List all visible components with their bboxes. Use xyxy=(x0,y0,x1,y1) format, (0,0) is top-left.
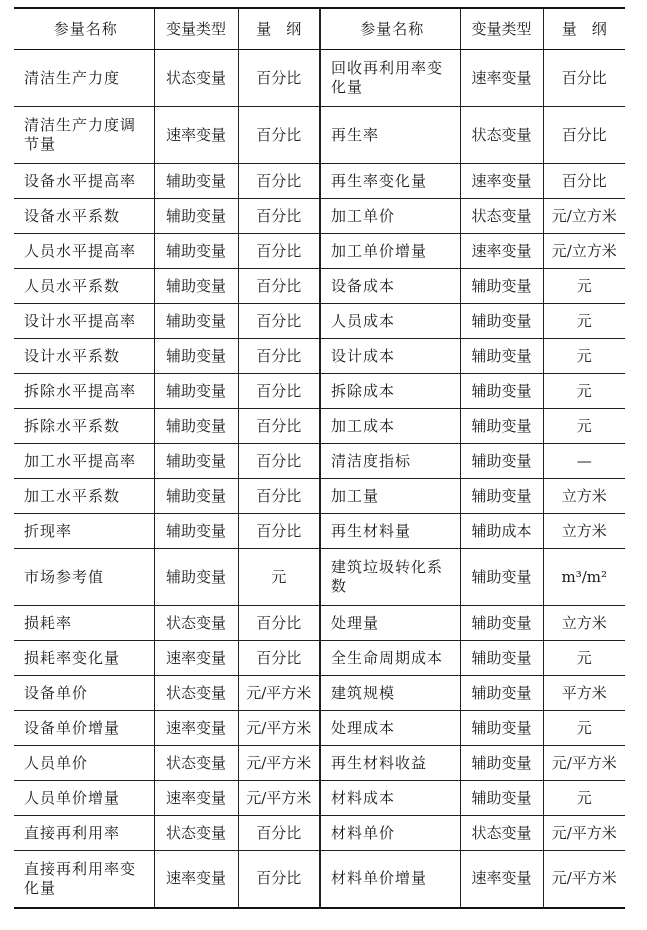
cell-unit-left: 百分比 xyxy=(238,269,320,304)
cell-var-type-right: 速率变量 xyxy=(460,234,543,269)
table-body xyxy=(14,50,625,908)
cell-var-type-right: 辅助变量 xyxy=(460,374,543,409)
cell-var-type-left: 辅助变量 xyxy=(154,479,238,514)
cell-var-type-right: 辅助变量 xyxy=(460,339,543,374)
table-row xyxy=(14,479,625,514)
cell-param-name-left: 直接再利用率 xyxy=(14,816,154,851)
table-row xyxy=(14,304,625,339)
cell-var-type-left: 辅助变量 xyxy=(154,234,238,269)
table-row xyxy=(14,711,625,746)
cell-unit-left: 百分比 xyxy=(238,514,320,549)
cell-unit-right: 元 xyxy=(543,711,625,746)
table-row xyxy=(14,781,625,816)
table-row xyxy=(14,549,625,606)
table-row xyxy=(14,50,625,107)
table-row xyxy=(14,339,625,374)
cell-unit-left: 百分比 xyxy=(238,851,320,908)
cell-var-type-left: 辅助变量 xyxy=(154,549,238,606)
cell-param-name-left: 设备单价 xyxy=(14,676,154,711)
table-row xyxy=(14,374,625,409)
cell-unit-right: 立方米 xyxy=(543,514,625,549)
cell-unit-right: 元/立方米 xyxy=(543,234,625,269)
cell-var-type-left: 辅助变量 xyxy=(154,409,238,444)
cell-var-type-left: 速率变量 xyxy=(154,781,238,816)
header-row xyxy=(14,8,625,50)
cell-var-type-left: 辅助变量 xyxy=(154,199,238,234)
cell-var-type-right: 辅助成本 xyxy=(460,514,543,549)
table-row xyxy=(14,816,625,851)
cell-param-name-right: 再生材料收益 xyxy=(320,746,460,781)
cell-param-name-right: 清洁度指标 xyxy=(320,444,460,479)
cell-unit-right: 元 xyxy=(543,781,625,816)
cell-unit-right: 平方米 xyxy=(543,676,625,711)
cell-var-type-left: 状态变量 xyxy=(154,50,238,107)
cell-param-name-right: 加工成本 xyxy=(320,409,460,444)
cell-unit-left: 百分比 xyxy=(238,339,320,374)
cell-param-name-left: 损耗率变化量 xyxy=(14,641,154,676)
cell-unit-left: 百分比 xyxy=(238,234,320,269)
cell-unit-left: 元/平方米 xyxy=(238,711,320,746)
cell-param-name-right: 再生率变化量 xyxy=(320,164,460,199)
cell-unit-left: 元/平方米 xyxy=(238,746,320,781)
table-header xyxy=(14,8,625,50)
cell-unit-right: 立方米 xyxy=(543,606,625,641)
cell-unit-right: 元 xyxy=(543,409,625,444)
cell-var-type-right: 状态变量 xyxy=(460,107,543,164)
cell-param-name-right: 回收再利用率变化量 xyxy=(320,50,460,107)
cell-var-type-left: 速率变量 xyxy=(154,851,238,908)
header-param-name-left: 参量名称 xyxy=(14,8,154,50)
cell-unit-left: 百分比 xyxy=(238,641,320,676)
cell-var-type-left: 辅助变量 xyxy=(154,164,238,199)
cell-param-name-right: 拆除成本 xyxy=(320,374,460,409)
cell-var-type-left: 速率变量 xyxy=(154,641,238,676)
cell-var-type-right: 辅助变量 xyxy=(460,676,543,711)
cell-unit-left: 百分比 xyxy=(238,479,320,514)
cell-unit-right: 元 xyxy=(543,339,625,374)
cell-var-type-left: 状态变量 xyxy=(154,676,238,711)
cell-param-name-right: 加工单价增量 xyxy=(320,234,460,269)
cell-param-name-left: 拆除水平系数 xyxy=(14,409,154,444)
cell-var-type-left: 辅助变量 xyxy=(154,514,238,549)
table-row xyxy=(14,409,625,444)
cell-unit-left: 百分比 xyxy=(238,50,320,107)
cell-param-name-left: 损耗率 xyxy=(14,606,154,641)
cell-unit-right: 元 xyxy=(543,304,625,339)
cell-var-type-right: 辅助变量 xyxy=(460,304,543,339)
cell-param-name-left: 人员水平系数 xyxy=(14,269,154,304)
table-row xyxy=(14,107,625,164)
cell-param-name-left: 人员单价 xyxy=(14,746,154,781)
cell-var-type-right: 辅助变量 xyxy=(460,746,543,781)
table-row xyxy=(14,641,625,676)
table-row xyxy=(14,164,625,199)
cell-unit-left: 百分比 xyxy=(238,816,320,851)
table-row xyxy=(14,606,625,641)
cell-unit-left: 百分比 xyxy=(238,107,320,164)
cell-param-name-right: 建筑垃圾转化系数 xyxy=(320,549,460,606)
cell-param-name-left: 市场参考值 xyxy=(14,549,154,606)
cell-var-type-right: 辅助变量 xyxy=(460,269,543,304)
cell-unit-left: 百分比 xyxy=(238,444,320,479)
cell-var-type-left: 状态变量 xyxy=(154,606,238,641)
cell-unit-right: 元 xyxy=(543,269,625,304)
cell-unit-right: 立方米 xyxy=(543,479,625,514)
table-row xyxy=(14,199,625,234)
cell-param-name-right: 处理量 xyxy=(320,606,460,641)
header-var-type-left: 变量类型 xyxy=(154,8,238,50)
table-row xyxy=(14,444,625,479)
cell-param-name-left: 设计水平系数 xyxy=(14,339,154,374)
cell-unit-left: 百分比 xyxy=(238,304,320,339)
cell-param-name-right: 材料单价增量 xyxy=(320,851,460,908)
cell-param-name-right: 设备成本 xyxy=(320,269,460,304)
cell-param-name-right: 再生材料量 xyxy=(320,514,460,549)
cell-var-type-left: 辅助变量 xyxy=(154,269,238,304)
cell-var-type-left: 速率变量 xyxy=(154,711,238,746)
cell-unit-right: 元/平方米 xyxy=(543,816,625,851)
cell-var-type-left: 辅助变量 xyxy=(154,339,238,374)
cell-unit-left: 百分比 xyxy=(238,606,320,641)
cell-var-type-left: 辅助变量 xyxy=(154,374,238,409)
cell-param-name-right: 加工单价 xyxy=(320,199,460,234)
cell-var-type-left: 状态变量 xyxy=(154,816,238,851)
cell-unit-right: 元/平方米 xyxy=(543,746,625,781)
cell-var-type-right: 辅助变量 xyxy=(460,409,543,444)
cell-param-name-left: 加工水平提高率 xyxy=(14,444,154,479)
parameter-table xyxy=(14,7,625,909)
cell-var-type-right: 状态变量 xyxy=(460,816,543,851)
cell-unit-right: — xyxy=(543,444,625,479)
cell-param-name-left: 设备水平提高率 xyxy=(14,164,154,199)
cell-param-name-right: 处理成本 xyxy=(320,711,460,746)
cell-param-name-left: 折现率 xyxy=(14,514,154,549)
cell-param-name-left: 人员单价增量 xyxy=(14,781,154,816)
cell-param-name-left: 清洁生产力度 xyxy=(14,50,154,107)
cell-unit-left: 百分比 xyxy=(238,199,320,234)
cell-var-type-right: 速率变量 xyxy=(460,164,543,199)
cell-unit-right: 元/立方米 xyxy=(543,199,625,234)
header-unit-left: 量 纲 xyxy=(238,8,320,50)
cell-unit-left: 百分比 xyxy=(238,164,320,199)
table-row xyxy=(14,746,625,781)
cell-unit-left: 百分比 xyxy=(238,409,320,444)
cell-unit-left: 元/平方米 xyxy=(238,781,320,816)
header-var-type-right: 变量类型 xyxy=(460,8,543,50)
cell-unit-right: m³/m² xyxy=(543,549,625,606)
cell-param-name-right: 全生命周期成本 xyxy=(320,641,460,676)
cell-param-name-right: 材料单价 xyxy=(320,816,460,851)
header-unit-right: 量 纲 xyxy=(543,8,625,50)
cell-param-name-right: 设计成本 xyxy=(320,339,460,374)
header-param-name-right: 参量名称 xyxy=(320,8,460,50)
cell-param-name-left: 人员水平提高率 xyxy=(14,234,154,269)
cell-param-name-left: 拆除水平提高率 xyxy=(14,374,154,409)
cell-var-type-left: 辅助变量 xyxy=(154,304,238,339)
table-row xyxy=(14,514,625,549)
cell-var-type-right: 辅助变量 xyxy=(460,444,543,479)
cell-param-name-left: 设备单价增量 xyxy=(14,711,154,746)
cell-unit-left: 百分比 xyxy=(238,374,320,409)
cell-var-type-left: 状态变量 xyxy=(154,746,238,781)
cell-param-name-right: 材料成本 xyxy=(320,781,460,816)
cell-unit-right: 元/平方米 xyxy=(543,851,625,908)
cell-var-type-right: 辅助变量 xyxy=(460,781,543,816)
cell-unit-left: 元/平方米 xyxy=(238,676,320,711)
cell-unit-right: 百分比 xyxy=(543,164,625,199)
cell-param-name-left: 设备水平系数 xyxy=(14,199,154,234)
cell-var-type-left: 速率变量 xyxy=(154,107,238,164)
cell-var-type-right: 速率变量 xyxy=(460,851,543,908)
cell-unit-right: 元 xyxy=(543,374,625,409)
cell-param-name-left: 设计水平提高率 xyxy=(14,304,154,339)
cell-var-type-right: 辅助变量 xyxy=(460,479,543,514)
cell-param-name-right: 建筑规模 xyxy=(320,676,460,711)
cell-unit-left: 元 xyxy=(238,549,320,606)
cell-var-type-right: 状态变量 xyxy=(460,199,543,234)
cell-var-type-right: 辅助变量 xyxy=(460,711,543,746)
cell-var-type-right: 辅助变量 xyxy=(460,606,543,641)
cell-unit-right: 元 xyxy=(543,641,625,676)
cell-param-name-right: 再生率 xyxy=(320,107,460,164)
cell-param-name-left: 加工水平系数 xyxy=(14,479,154,514)
table-row xyxy=(14,234,625,269)
cell-var-type-right: 速率变量 xyxy=(460,50,543,107)
cell-var-type-left: 辅助变量 xyxy=(154,444,238,479)
cell-param-name-left: 直接再利用率变化量 xyxy=(14,851,154,908)
cell-unit-right: 百分比 xyxy=(543,107,625,164)
table-row xyxy=(14,851,625,908)
table-row xyxy=(14,676,625,711)
cell-param-name-right: 人员成本 xyxy=(320,304,460,339)
cell-var-type-right: 辅助变量 xyxy=(460,641,543,676)
cell-param-name-right: 加工量 xyxy=(320,479,460,514)
table-row xyxy=(14,269,625,304)
cell-unit-right: 百分比 xyxy=(543,50,625,107)
cell-var-type-right: 辅助变量 xyxy=(460,549,543,606)
cell-param-name-left: 清洁生产力度调节量 xyxy=(14,107,154,164)
